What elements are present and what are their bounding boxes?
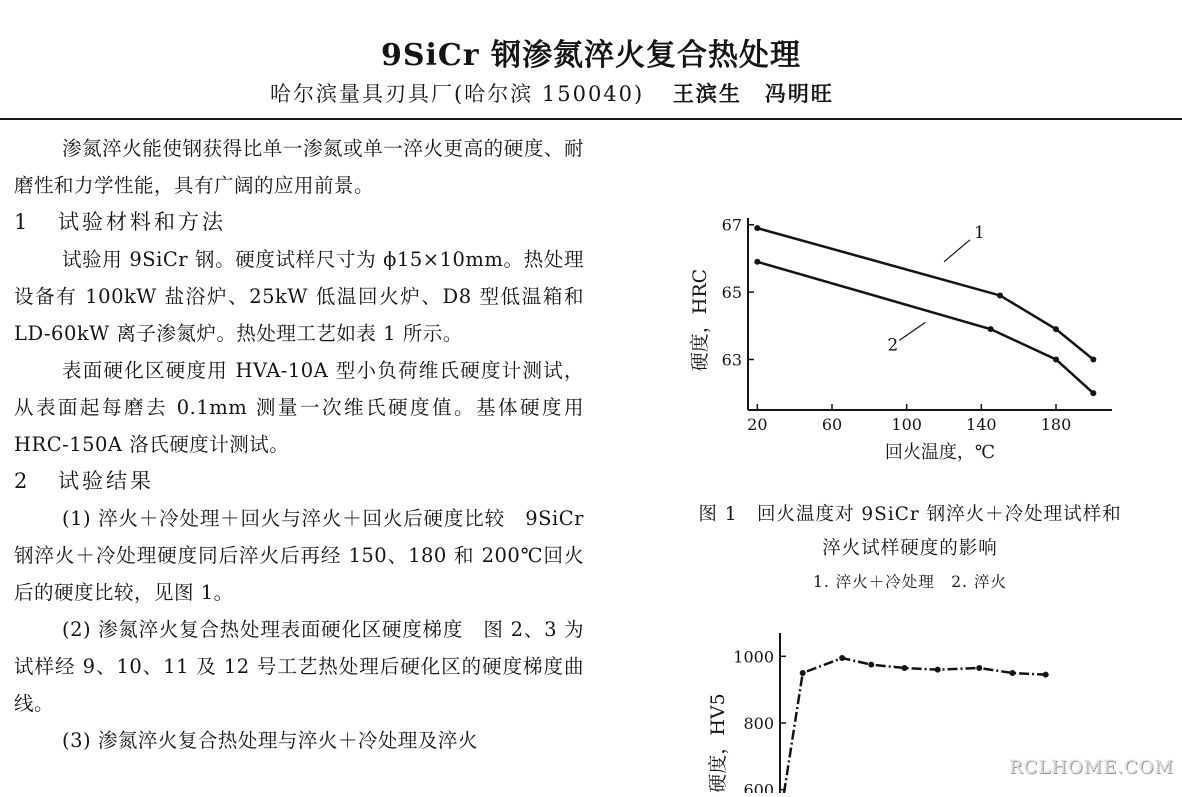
- authors: 王滨生 冯明旺: [672, 81, 834, 106]
- figure-1-axes: [748, 218, 1112, 410]
- figure-2-y-tick-label: 800: [743, 714, 774, 733]
- result-3-paragraph: (3) 渗氮淬火复合热处理与淬火＋冷处理及淬火: [62, 729, 478, 752]
- figure-2-y-tick-label: 1000: [733, 647, 774, 667]
- figure-1-caption: 图 1 回火温度对 9SiCr 钢淬火＋冷处理试样和: [698, 504, 1122, 525]
- figure-1-series-label: 2: [887, 335, 899, 356]
- figure-1-point: [754, 225, 760, 231]
- materials-paragraph: 试验用 9SiCr 钢。硬度试样尺寸为 ϕ15×10mm。热处理设备有 100kW 盐浴炉、25kW 低温回火炉、D8 型低温箱和 LD-60kW 离子渗氮炉。热处理工艺如表 1 所示。: [14, 248, 584, 345]
- figure-2-point: [839, 655, 845, 661]
- figure-2-point: [1009, 670, 1015, 676]
- figure-2-series-line: [784, 658, 1046, 793]
- byline: [270, 78, 970, 108]
- figure-1-x-tick-label: 60: [821, 415, 843, 434]
- result-2-paragraph: (2) 渗氮淬火复合热处理表面硬化区硬度梯度 图 2、3 为试样经 9、10、11 及 12 号工艺热处理后硬化区的硬度梯度曲线。: [14, 618, 584, 715]
- left-column: [14, 130, 584, 759]
- figure-1-series-leader: [899, 322, 925, 340]
- figure-1-point: [1053, 326, 1059, 332]
- paper-title: 9SiCr 钢渗氮淬火复合热处理: [380, 38, 802, 73]
- section-1-heading: [14, 204, 584, 241]
- figure-2-point: [868, 662, 874, 668]
- figure-1-y-label: 硬度，HRC: [689, 268, 711, 372]
- figure-1-point: [1053, 356, 1059, 362]
- figure-1-x-tick-label: 140: [966, 415, 997, 434]
- section-2-title: 试验结果: [58, 469, 154, 493]
- section-1-number: 1: [14, 210, 31, 234]
- figure-1-chart: [660, 200, 1140, 480]
- figure-1-series-leader: [944, 240, 970, 262]
- section-1-title: 试验材料和方法: [58, 210, 226, 234]
- figure-2-point: [935, 667, 941, 673]
- figure-1-point: [1090, 390, 1096, 396]
- figure-1-y-tick-label: 65: [721, 283, 742, 303]
- section-2-heading: [14, 463, 584, 500]
- affiliation: 哈尔滨量具刃具厂(哈尔滨 150040): [270, 82, 645, 106]
- figure-1-point: [754, 259, 760, 265]
- figure-2-y-label: 硬度，HV5: [707, 693, 729, 793]
- figure-1-point: [997, 292, 1003, 298]
- figure-2-point: [800, 670, 806, 676]
- figure-1-point: [988, 326, 994, 332]
- figure-1-y-tick-label: 63: [721, 350, 742, 370]
- figure-1-x-tick-label: 180: [1040, 415, 1072, 434]
- result-1-paragraph: (1) 淬火＋冷处理＋回火与淬火＋回火后硬度比较 9SiCr 钢淬火＋冷处理硬度同后淬火后再经 150、180 和 200℃回火后的硬度比较，见图 1。: [14, 507, 584, 604]
- header-rule: [0, 118, 1182, 120]
- figure-2-point: [901, 665, 907, 671]
- figure-1: [660, 200, 1140, 480]
- figure-1-x-label: 回火温度，℃: [884, 442, 996, 463]
- figure-2-point: [1043, 672, 1049, 678]
- intro-paragraph: 渗氮淬火能使钢获得比单一渗氮或单一淬火更高的硬度、耐磨性和力学性能，具有广阔的应用前景。: [14, 137, 584, 197]
- testing-paragraph: 表面硬化区硬度用 HVA-10A 型小负荷维氏硬度计测试，从表面起每磨去 0.1mm 测量一次维氏硬度值。基体硬度用 HRC-150A 洛氏硬度计测试。: [14, 359, 584, 456]
- section-2-number: 2: [14, 469, 31, 493]
- watermark: RCLHOME.COM: [1009, 757, 1174, 778]
- figure-2-point: [976, 665, 982, 671]
- figure-1-series-1-line: [757, 228, 1093, 359]
- figure-1-series-label: 1: [974, 222, 985, 243]
- figure-1-point: [1090, 356, 1096, 362]
- figure-1-x-tick-label: 20: [747, 415, 768, 434]
- figure-2-y-tick-label: 600: [743, 780, 774, 793]
- figure-1-x-tick-label: 100: [891, 415, 922, 434]
- figure-1-y-tick-label: 67: [721, 215, 742, 235]
- figure-1-legend: 1. 淬火＋冷处理 2. 淬火: [813, 573, 1007, 591]
- figure-1-caption-2: 淬火试样硬度的影响: [822, 538, 998, 559]
- figure-1-series-2-line: [757, 262, 1093, 393]
